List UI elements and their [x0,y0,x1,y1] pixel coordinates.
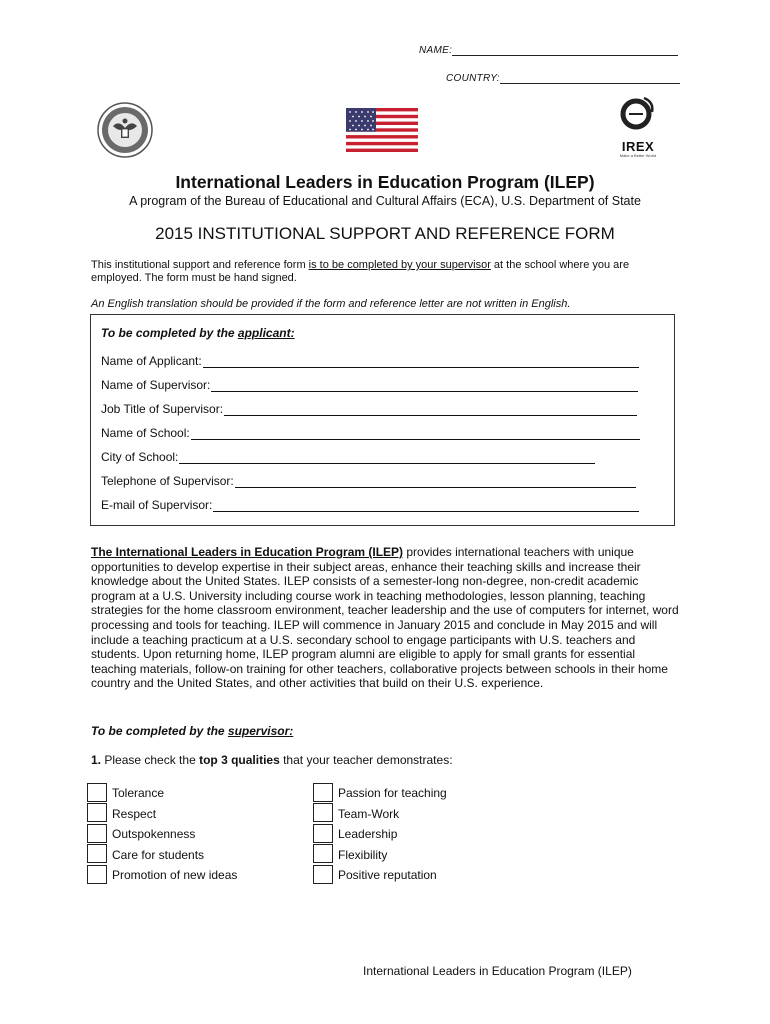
checkbox-tolerance[interactable] [87,783,107,802]
school-name-field[interactable] [101,426,640,440]
school-name-line[interactable] [191,428,640,440]
question-1-text-bold: top 3 qualities [199,753,280,767]
checkbox-flexibility[interactable] [313,844,333,863]
supervisor-title-field[interactable] [101,402,637,416]
name-field [419,45,678,56]
school-city-label: City of School: [101,450,179,464]
us-flag-icon [346,108,418,152]
supervisor-title-line[interactable] [224,404,637,416]
question-1-number: 1. [91,753,102,767]
supervisor-heading-prefix: To be completed by the [91,724,228,738]
checkbox-leadership[interactable] [313,824,333,843]
program-description-lead: The International Leaders in Education Program (ILEP) [91,545,404,559]
supervisor-name-label: Name of Supervisor: [101,378,211,392]
school-name-label: Name of School: [101,426,190,440]
supervisor-phone-label: Telephone of Supervisor: [101,474,234,488]
applicant-name-line[interactable] [203,356,639,368]
irex-logo-tagline: Make a Better World [619,153,657,158]
page-subtitle: A program of the Bureau of Educational and Cultural Affairs (ECA), U.S. Department of State [129,194,641,208]
label-respect: Respect [112,807,157,821]
supervisor-heading [91,724,293,738]
page-title: International Leaders in Education Program (ILEP) [175,172,595,192]
country-field [446,73,680,84]
supervisor-email-field[interactable] [101,498,639,512]
supervisor-email-line[interactable] [213,500,639,512]
irex-logo-text: IREX [621,139,655,154]
form-title: 2015 INSTITUTIONAL SUPPORT AND REFERENCE FORM [155,224,615,243]
label-flexibility: Flexibility [338,848,388,862]
supervisor-email-label: E-mail of Supervisor: [101,498,213,512]
applicant-name-field[interactable] [101,354,639,368]
checkbox-team-work[interactable] [313,803,333,822]
label-leadership: Leadership [338,827,398,841]
intro-text-2: at the school where you are employed. The form must be hand signed. [91,259,630,284]
school-city-line[interactable] [179,452,595,464]
checkbox-passion-for-teaching[interactable] [313,783,333,802]
applicant-heading-prefix: To be completed by the [101,326,238,340]
applicant-heading-emphasis: applicant: [237,326,295,340]
question-1-text-before: Please check the [101,753,200,767]
checkbox-care-for-students[interactable] [87,844,107,863]
supervisor-phone-field[interactable] [101,474,636,488]
checkbox-positive-reputation[interactable] [313,865,333,884]
supervisor-name-field[interactable] [101,378,638,392]
qualities-right-column [313,783,543,888]
checkbox-promotion-of-new-ideas[interactable] [87,865,107,884]
checkbox-respect[interactable] [87,803,107,822]
intro-text-emphasis: is to be completed by your supervisor [308,259,491,271]
question-1 [91,753,453,767]
us-seal-icon [97,102,153,158]
country-label: COUNTRY: [446,73,500,84]
program-description-body: provides international teachers with unique opportunities to develop expertise in their subject areas, enhance their teaching skills and increase their knowledge about the United States. ILEP consists of a semester-long non-degree, non-credit academic program at a U.S. University including course work in teaching methodologies, lesson planning, teaching strategies for the home classroom environment, teacher leadership and the use of computers for internet, word processing and tools for teaching. ILEP will commence in January 2015 and conclude in May 2015 and will include a teaching practicum at a U.S. secondary school to engage participants with U.S. teachers and students. Upon returning home, ILEP program alumni are eligible to apply for small grants for essential teaching materials, follow-on training for other teachers, collaborative projects between schools in their home country and the United States, and other activities that build on their U.S. experience. [91,545,679,691]
name-label: NAME: [419,45,453,56]
label-outspokenness: Outspokenness [112,827,196,841]
supervisor-name-line[interactable] [211,380,638,392]
applicant-heading [101,326,295,340]
label-tolerance: Tolerance [112,786,165,800]
page-footer: International Leaders in Education Program (ILEP) [363,964,632,978]
label-positive-reputation: Positive reputation [338,868,437,882]
irex-logo [614,94,662,160]
label-passion-for-teaching: Passion for teaching [338,786,447,800]
applicant-name-label: Name of Applicant: [101,354,202,368]
supervisor-title-label: Job Title of Supervisor: [101,402,224,416]
label-care-for-students: Care for students [112,848,205,862]
country-line[interactable] [500,83,680,84]
supervisor-phone-line[interactable] [235,476,636,488]
label-promotion-of-new-ideas: Promotion of new ideas [112,868,238,882]
qualities-left-column [87,783,317,888]
applicant-section [90,314,675,526]
question-1-text-after: that your teacher demonstrates: [279,753,453,767]
intro-paragraph [91,259,651,285]
label-team-work: Team-Work [338,807,400,821]
supervisor-heading-emphasis: supervisor: [227,724,294,738]
program-description [91,545,681,691]
translation-note: An English translation should be provided if the form and reference letter are not written in English. [91,298,571,310]
school-city-field[interactable] [101,450,595,464]
checkbox-outspokenness[interactable] [87,824,107,843]
intro-text-1: This institutional support and reference form [91,259,309,271]
name-line[interactable] [452,55,678,56]
irex-emblem-icon [614,94,662,134]
